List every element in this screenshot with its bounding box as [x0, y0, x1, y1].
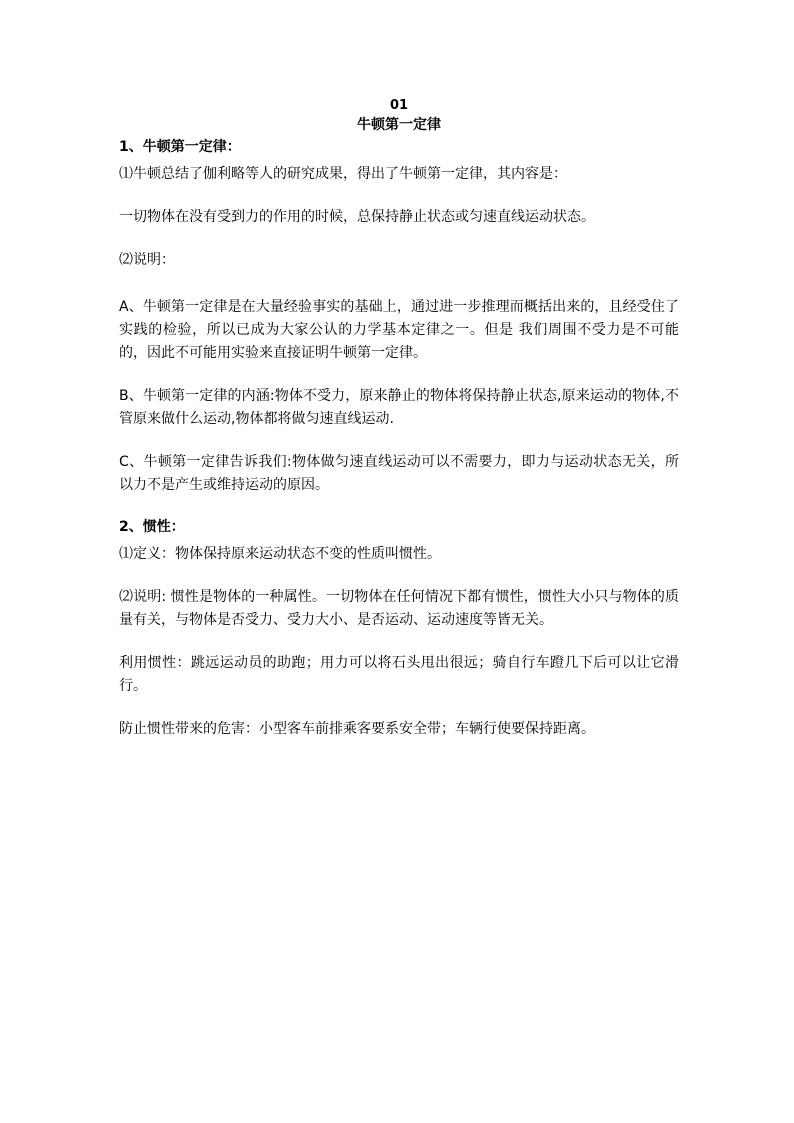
paragraph-explanation-c: C、牛顿第一定律告诉我们:物体做匀速直线运动可以不需要力，即力与运动状态无关，所以力不是产生或维持运动的原因。 — [119, 454, 679, 493]
document-title: 牛顿第一定律 — [357, 117, 441, 133]
paragraph-inertia-uses: 利用惯性：跳远运动员的助跑；用力可以将石头甩出很远；骑自行车蹬几下后可以让它滑行。 — [119, 655, 679, 694]
paragraph-inertia-explanation: ⑵说明: 惯性是物体的一种属性。一切物体在任何情况下都有惯性，惯性大小只与物体的质量有关，与物体是否受力、受力大小、是否运动、运动速度等皆无关。 — [119, 589, 679, 628]
paragraph-inertia-definition: ⑴定义：物体保持原来运动状态不变的性质叫惯性。 — [119, 546, 441, 562]
section-heading-newton-first-law: 1、牛顿第一定律： — [119, 139, 241, 155]
paragraph-explanation-label: ⑵说明： — [119, 252, 175, 268]
paragraph-inertia-hazards: 防止惯性带来的危害：小型客车前排乘客要系安全带；车辆行使要保持距离。 — [119, 721, 595, 737]
document-number: 01 — [389, 98, 409, 113]
paragraph-newton-summary: ⑴牛顿总结了伽利略等人的研究成果，得出了牛顿第一定律，其内容是： — [119, 166, 567, 182]
paragraph-law-content: 一切物体在没有受到力的作用的时候，总保持静止状态或匀速直线运动状态。 — [119, 209, 595, 225]
paragraph-explanation-a: A、牛顿第一定律是在大量经验事实的基础上，通过进一步推理而概括出来的，且经受住了实践的检验，所以已成为大家公认的力学基本定律之一。但是 我们周围不受力是不可能的，因此不可能用实验来直接证明牛顿第一定律。 — [119, 299, 679, 361]
paragraph-explanation-b: B、牛顿第一定律的内涵:物体不受力，原来静止的物体将保持静止状态,原来运动的物体,不管原来做什么运动,物体都将做匀速直线运动. — [119, 388, 679, 427]
section-heading-inertia: 2、惯性： — [119, 519, 185, 535]
document-body — [119, 97, 679, 741]
